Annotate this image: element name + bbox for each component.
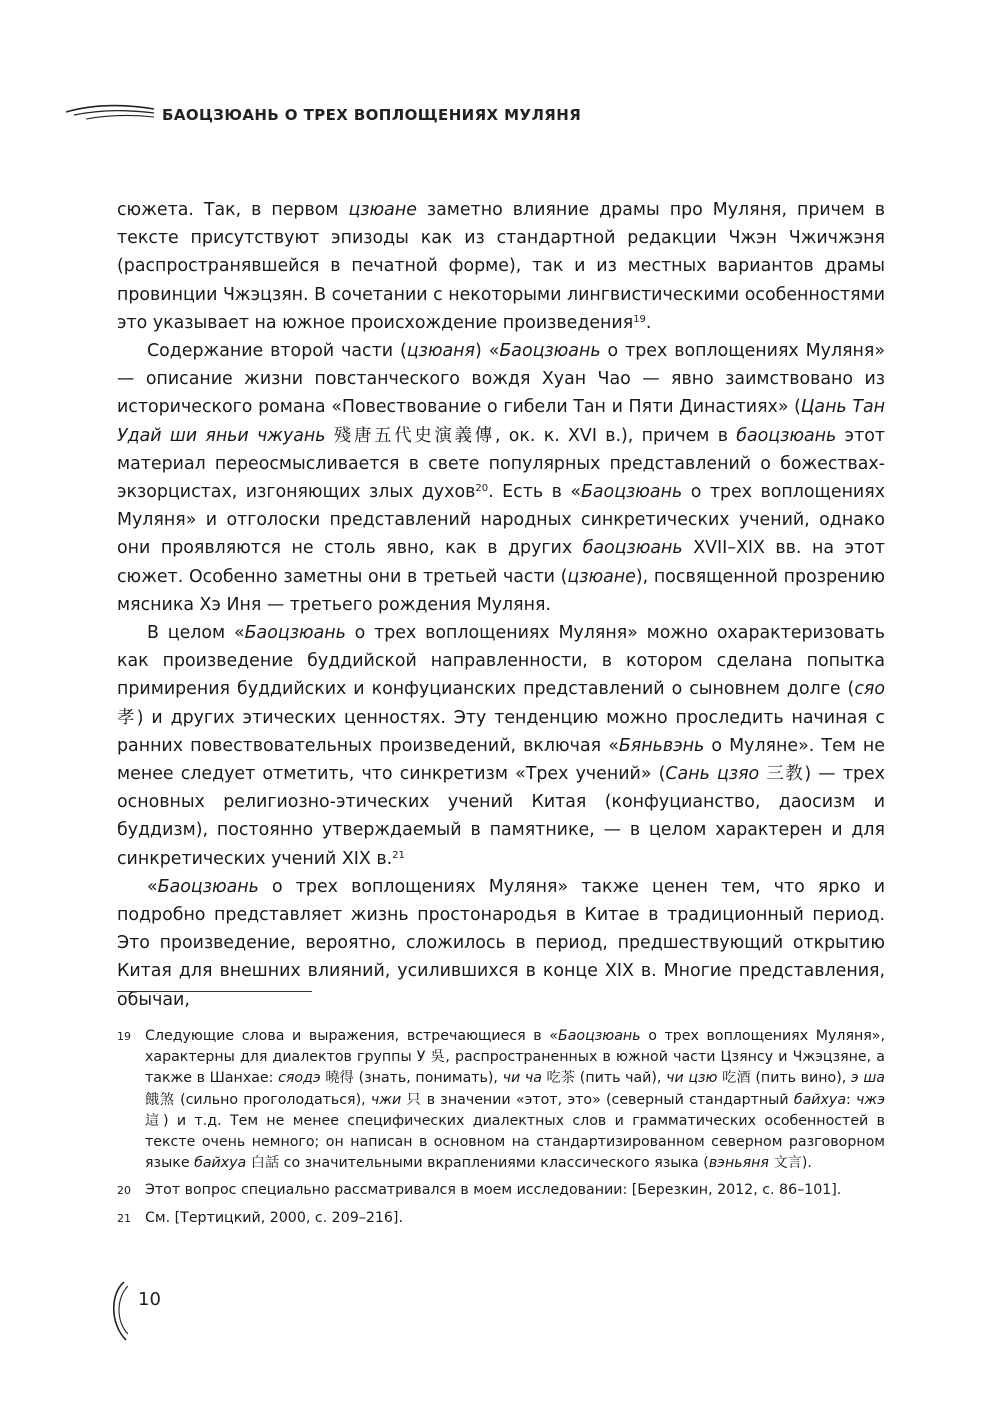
footnote-number: 20	[117, 1184, 131, 1198]
paragraph-3: В целом «Баоцзюань о трех воплощениях Муляня» можно охарактеризовать как произведение буддийской направленности, в котором сделана попытка примирения буддийских и конфуцианских представлений о сыновнем долге (сяо 孝) и других этических ценностях. Эту тенденцию можно проследить начиная с ранних повествовательных произведений, включая «Бяньвэнь о Муляне». Тем не менее следует отметить, что синкретизм «Трех учений» (Сань цзяо 三教) — трех основных религиозно-этических учений Китая (конфуцианство, даосизм и буддизм), постоянно утверждаемый в памятнике, — в целом характерен и для синкретических учений XIX в.$^{21}$	[117, 623, 886, 869]
main-text	[117, 196, 885, 1014]
footnote-number: 21	[117, 1211, 131, 1225]
footnote-21: 21 См. [Тертицкий, 2000, с. 209–216].	[117, 1208, 885, 1229]
footnote-20: 20 Этот вопрос специально рассматривался в моем исследовании: [Березкин, 2012, с. 86–101].	[117, 1180, 885, 1201]
running-head: БАОЦЗЮАНЬ О ТРЕХ ВОПЛОЩЕНИЯХ МУЛЯНЯ	[162, 106, 582, 124]
footnote-number: 19	[117, 1030, 131, 1043]
header-swash-ornament	[64, 100, 156, 128]
paragraph-4: «Баоцзюань о трех воплощениях Муляня» также ценен тем, что ярко и подробно представляет жизнь простонародья в Китае в традиционный период. Это произведение, вероятно, сложилось в период, предшествующий открытию Китая для внешних влияний, усилившихся в конце XIX в. Многие представления, обычаи,	[117, 876, 885, 1010]
footnotes	[117, 1026, 885, 1235]
folio-swash-ornament	[106, 1280, 132, 1342]
paragraph-1: сюжета. Так, в первом цзюане заметно влияние драмы про Муляня, причем в тексте присутствуют эпизоды как из стандартной редакции Чжэн Чжичжэня (распространявшейся в печатной форме), так и из местных вариантов драмы провинции Чжэцзян. В сочетании с некоторыми лингвистическими особенностями это указывает на южное происхождение произведения$^{19}$.	[117, 200, 885, 333]
footnote-19: 19 Следующие слова и выражения, встречающиеся в «Баоцзюань о трех воплощениях Муляня», характерны для диалектов группы У 吳, распространенных в южной части Цзянсу и Чжэцзяне, а также в Шанхае: сяодэ 曉得 (знать, понимать), чи ча 吃茶 (пить чай), чи цзю 吃酒 (пить вино), э ша 餓煞 (сильно проголодаться), чжи 只 в значении «этот, это» (северный стандартный байхуа: чжэ 這) и т.д. Тем не менее специфических диалектных слов и грамматических особенностей в тексте очень немного; он написан в основном на стандартизированном северном разговорном языке байхуа 白話 со значительными вкраплениями классического языка (вэньяня 文言).	[117, 1028, 886, 1172]
footnote-ref-19: 19	[633, 313, 646, 325]
paragraph-2: Содержание второй части (цзюаня) «Баоцзюань о трех воплощениях Муляня» — описание жизни повстанческого вождя Хуан Чао — явно заимствовано из исторического романа «Повествование о гибели Тан и Пяти Династиях» (Цань Тан Удай ши яньи чжуань 殘唐五代史演義傳, ок. к. XVI в.), причем в баоцзюань этот материал переосмысливается в свете популярных представлений о божествах-экзорцистах, изгоняющих злых духов$^{20}$. Есть в «Баоцзюань о трех воплощениях Муляня» и отголоски представлений народных синкретических учений, однако они проявляются не столь явно, как в других баоцзюань XVII–XIX вв. на этот сюжет. Особенно заметны они в третьей части (цзюане), посвященной прозрению мясника Хэ Иня — третьего рождения Муляня.	[117, 341, 886, 615]
footnote-ref-20: 20	[475, 483, 489, 495]
footnote-ref-21: 21	[392, 849, 405, 861]
footnote-separator	[117, 991, 312, 992]
page-number: 10	[138, 1289, 161, 1310]
